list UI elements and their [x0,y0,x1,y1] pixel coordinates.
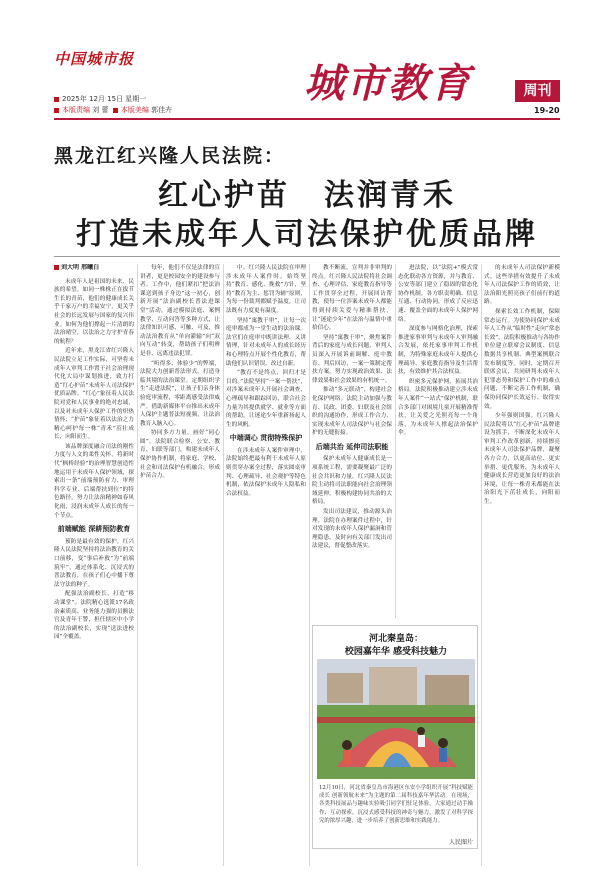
paragraph: 织密多元保护网，拓展共治格局。法院积极推动建立涉未成年人案件“一站式”保护机制，联合多部门对困境儿童开展精准帮扶，让关爱之光照亮每一个角落，为未成年人撑起法治保护伞。 [398,378,478,437]
weekly-badge: 周刊 [515,80,560,102]
paragraph: 坚持“寓教于审”，让每一次庭审都成为一堂生动的法治课。法官们在庭审中既讲法理、又讲情理，针对未成年人的成长经历和心理特点开展个性化教育，帮助他们认识错误、改过自新。 [226,317,306,367]
headline-part-1: 红心护苗 [158,178,290,213]
paragraph: 协同多方力量，画好“同心圆”。法院联合检察、公安、教育、妇联等部门，构建未成年人保护协作机制，将家庭、学校、社会和司法保护有机融合，形成护苗合力。 [140,430,220,480]
article-column-1 [54,264,134,866]
column-divider [137,264,138,866]
byline: 刘大明 邢曦白 [54,264,134,273]
designer-name: 郭佳卉 [151,106,173,114]
section-heading-1: 前端赋能 深耕预防教育 [57,525,131,534]
section-title: 城市教育 [304,60,472,107]
paragraph: 保护未成年人健康成长是一项系统工程，需要凝聚最广泛的社会共识和力量。红兴隆人民法院主动将司法职能向社会治理领域延伸，积极构建协同共治的大格局。 [312,456,392,506]
paragraph: 在涉未成年人案件审理中，法院始终把最有利于未成年人原则贯穿办案全过程，落实圆桌审判、心理疏导、社会观护等特色机制，依法保护未成年人隐私和合法权益。 [226,447,306,497]
photo-caption: 12月10日，河北省秦皇岛市海港区东安小学组织开展“科技赋能成长 创新领航未来”为主题的第二届科技嘉年华活动。在现场，各类科技展品与趣味实验吸引同学们驻足体验，大家通过动手操作、互动探索，沉浸式感受科技的神奇与魅力，激发了对科学探究的浓厚兴趣，进一步培养了创新思维和实践能力。 [319,785,473,824]
paragraph: 深度参与网格化治理，探索推进家事审判与未成年人审判融合发展，依托家事审判工作机制，为特殊家庭未成年人提供心理疏导、家庭教育指导及生活帮扶，有效维护其合法权益。 [398,326,478,376]
paragraph: 近年来，黑龙江省红兴隆人民法院立足工作实际，可坚将未成年人审判工作置于社会治理现代化大局中谋划推进，致力打造“红心护苗”未成年人司法保护优质品牌。“红心”象征着人民法院对党和人民事业的绝对忠诚，以及对未成年人保护工作的炽热情怀；“护苗”象征着以法治之力精心呵护每一株“青禾”茁壮成长，向阳而生。 [54,348,134,441]
photo-image [317,659,475,779]
date-line [54,94,146,104]
article-column-2 [140,264,220,866]
headline-part-2: 法润青禾 [324,178,456,213]
column-divider [395,264,396,618]
article-column-5 [398,264,478,618]
headline-rule [54,256,560,257]
editor-label: 本版责编 [62,106,90,114]
column-divider [481,264,482,866]
photo-title-1: 河北秦皇岛： [368,634,423,644]
column-divider [309,264,310,866]
article-column-6 [484,264,560,866]
paragraph: “听得多、体验少”的弊端，法院大力创新普法形式，打造身临其境的法治课堂。定期组织学生“走进法院”，让孩子们亲身体验庭审流程，零距离感受法律威严。借助新媒体平台推出未成年人保护主题普法短视频，让法治教育入脑入心。 [140,360,220,427]
paragraph: 进法院，以“法院+”模式常态化联动各方资源，并与教育、公安等部门建立了稳固的常态化协作机制。各方职责明确、信息互通、行动协同，形成了反应迅速、覆盖全面的未成年人保护网络。 [398,265,478,323]
headline-line-2: 打造未成年人司法保护优质品牌 [76,217,538,252]
paragraph: “教育不是终点，回归才是目的。”法院坚持“一案一帮扶”，对涉案未成年人开展社会调查、心理疏导和跟踪回访，联合社会力量为其提供就学、就业等方面的帮助，让迷途少年重新扬起人生的风帆。 [226,370,306,428]
masthead [0,0,614,125]
paragraph: 预防是最有效的保护。红兴隆人民法院坚持将法治教育的关口前移，变“事后补救”为“前端筑牢”，通过体系化、沉浸式的普法教育，在孩子们心中播下尊法守法的种子。 [54,538,134,588]
date-text: 2025年 12月 15日 星期一 [62,95,147,103]
paragraph: 配强法治副校长，打造“移动课堂”。法院精心选派17名政治素质高、业务能力强的员额法官及青年干警，担任辖区中小学的法治副校长，实现“送法进校园”全覆盖。 [54,591,134,641]
paragraph: 推动“多元联动”，构建社会化保护网络。法院主动加强与教育、民政、团委、妇联及社会组织的沟通协作，形成工作合力，实现未成年人司法保护与社会保护的无缝衔接。 [312,387,392,437]
paragraph: 中。红兴隆人民法院在审理涉未成年人案件时，始终坚持“教育、感化、挽救”方针，坚持“教育为主、惩罚为辅”原则，为每一份裁判都赋予温度，让司法既有力度更有温度。 [226,265,306,314]
photo-feature [312,625,478,849]
section-heading-2: 中端调心 贯彻特殊保护 [229,434,303,443]
paragraph: 未成年人是祖国的未来、民族的希望。如同一株株正在拔节生长的青苗，他们的健康成长关乎千家万户的幸福安宁，更关乎社会的长远发展与国家的复兴伟业。如何为他们撑起一片清朗的法治晴空，以法治之力守护青春的航程？ [54,278,134,345]
editor-line [54,105,172,115]
paragraph: 的未成年人司法保护新模式。这些举措有效提升了未成年人司法保护工作的质效，让法治阳光照亮孩子们前行的道路。 [484,265,560,306]
designer-label: 本版美编 [120,106,149,114]
square-bullet-icon [54,265,59,270]
column-divider [223,264,224,866]
headline-line-1 [0,170,614,214]
article-column-3 [226,264,306,866]
square-bullet-icon [54,97,59,102]
square-bullet-icon [54,108,59,113]
editor-name: 刘 蕾 [92,106,109,114]
paragraph: 探索长效工作机制，保障常态运行。为使协同保护未成年人工作从“临时性”走向“常态长效”，法院积极推动与各协作单位建立联席会议制度、信息数据共享机制、典型案例联合发布制度等。同时，定期召开联席会议，共同研判未成年人犯罪态势和保护工作中的难点问题，不断完善工作机制，确保协同保护长效运行、取得实效。 [484,308,560,410]
paragraph: 少年强则国强。红兴隆人民法院将以“红心护苗”品牌建设为抓手，不断深化未成年人审判工作改革创新，持续擦亮未成年人司法保护品牌，凝聚各方合力，以更高站位、更实举措、更优服务，为未成年人健康成长营造更加良好的法治环境，让每一株青禾都能在法治阳光下茁壮成长，向阳而生。 [484,413,560,506]
paragraph: 每年，他们不仅是法律的宣讲者，更是校园安全的建设参与者。工作中，他们紧扣“把法治课送到孩子身边”这一初心，创新开展“法治副校长普法进课堂”活动，通过模拟法庭、案例教学、互动问答等多种方式，让法律知识可感、可触、可及，推动法治教育从“单向灌输”向“双向互动”转变，帮助孩子们明辨是非、远离违法犯罪。 [140,265,220,357]
headline-kicker: 黑龙江红兴隆人民法院： [54,145,286,167]
paper-logo: 中国城市报 [54,50,135,68]
paragraph: 发出司法建议，推动源头治理。法院在办理案件过程中，针对发现的未成年人保护漏洞和管理隐患，及时向有关部门发出司法建议，督促整改落实。 [312,509,392,550]
page-numbers: 19-20 [534,106,560,115]
article-column-4 [312,264,392,618]
paragraph: 坚持“寓教于审”，聚焦案件背后的家庭与成长问题，审判人员深入开展诉前调解、庭中教育、判后回访，一案一策制定帮扶方案，努力实现政治效果、法律效果和社会效果的有机统一。 [312,334,392,384]
paragraph: 该品牌深度融合司法的刚性力度与人文的柔性关怀，将新时代“枫桥经验”的治理智慧创造性地运用于未成年人保护领域，探索出一条“前端预防有力、审理科学专业、后端帮扶到位”的特色路径，努力让法治精神如春风化雨，浸润未成年人成长的每一个节点。 [54,443,134,519]
section-heading-3: 后端共治 延伸司法职能 [315,442,389,451]
masthead-rule [54,118,560,120]
photo-credit: 人民图片 [448,839,473,846]
paragraph: 教不断流、宣判并非审判的终点。红兴隆人民法院将社会调查、心理评估、家庭教育指导等工作贯穿全过程，开展回访帮教，使每一位涉案未成年人都能得到持续关爱与精准帮扶，让“迷途少年”在法治与温情中重拾信心。 [312,265,392,332]
photo-title-2: 校园嘉年华 感受科技魅力 [344,647,448,657]
square-bullet-icon [113,108,118,113]
